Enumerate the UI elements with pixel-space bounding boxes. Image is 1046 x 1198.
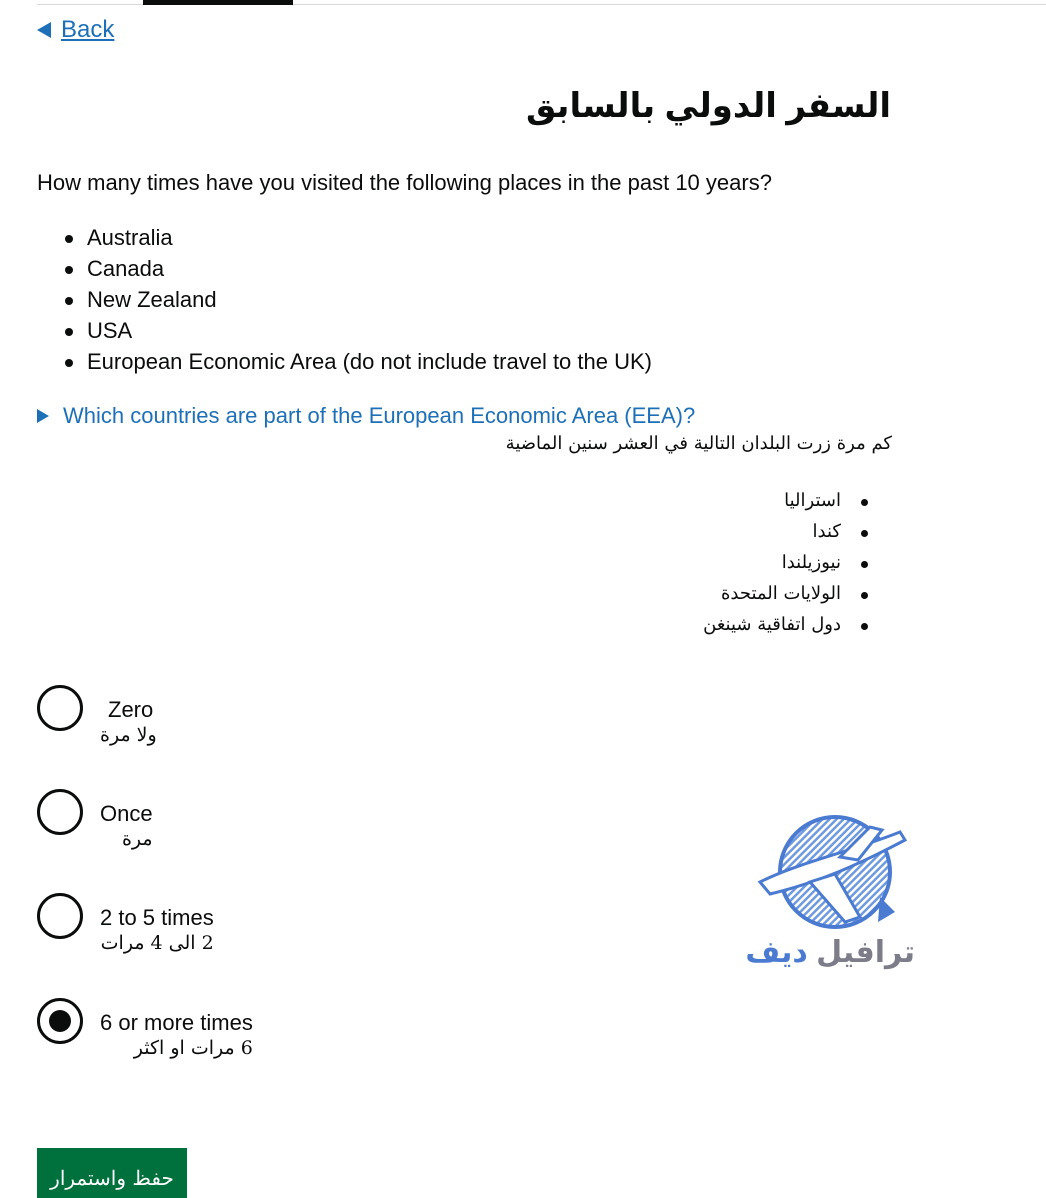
radio-label-ar: ولا مرة (100, 724, 157, 746)
radio-label-en: 2 to 5 times (100, 905, 214, 930)
save-continue-button[interactable]: حفظ واستمرار (37, 1148, 187, 1198)
eea-details-summary: Which countries are part of the European Economic Area (EEA)? (63, 403, 696, 428)
radio-label-ar: 6 مرات او اكثر (133, 1037, 253, 1059)
expand-triangle-icon (37, 409, 49, 423)
list-item: استراليا (703, 485, 868, 516)
radio-option-once[interactable] (37, 789, 153, 851)
logo-word-1: ترافيل (816, 936, 915, 969)
list-item: New Zealand (37, 284, 652, 315)
list-item: نيوزيلندا (703, 547, 868, 578)
eea-details-toggle[interactable] (37, 403, 695, 429)
radio-label-en: Zero (108, 697, 154, 722)
radio-label-en: 6 or more times (100, 1010, 253, 1035)
radio-label-ar: مرة (121, 828, 153, 850)
radio-option-6-or-more[interactable] (37, 998, 253, 1060)
radio-label-en: Once (100, 801, 153, 826)
question-text-en: How many times have you visited the following places in the past 10 years? (37, 170, 772, 195)
logo-word-2: ديف (745, 936, 808, 969)
page-title: السفر الدولي بالسابق (526, 87, 891, 125)
radio-option-2-to-5[interactable] (37, 893, 214, 955)
radio-button[interactable] (37, 685, 83, 731)
radio-button[interactable] (37, 789, 83, 835)
list-item: كندا (703, 516, 868, 547)
progress-indicator (143, 0, 293, 5)
back-link[interactable] (37, 16, 114, 44)
radio-label-ar: 2 الى 4 مرات (100, 932, 214, 954)
list-item: الولايات المتحدة (703, 578, 868, 609)
places-list-en (37, 222, 652, 377)
logo-wordmark (745, 935, 915, 970)
question-text-ar: كم مرة زرت البلدان التالية في العشر سنين الماضية (505, 433, 892, 454)
list-item: USA (37, 315, 652, 346)
radio-button-selected[interactable] (37, 998, 83, 1044)
list-item: European Economic Area (do not include travel to the UK) (37, 346, 652, 377)
radio-button[interactable] (37, 893, 83, 939)
list-item: Canada (37, 253, 652, 284)
back-arrow-icon (37, 22, 51, 38)
list-item: دول اتفاقية شينغن (703, 609, 868, 640)
radio-option-zero[interactable] (37, 685, 157, 747)
list-item: Australia (37, 222, 652, 253)
places-list-ar (703, 485, 868, 640)
back-link-label: Back (61, 16, 115, 43)
